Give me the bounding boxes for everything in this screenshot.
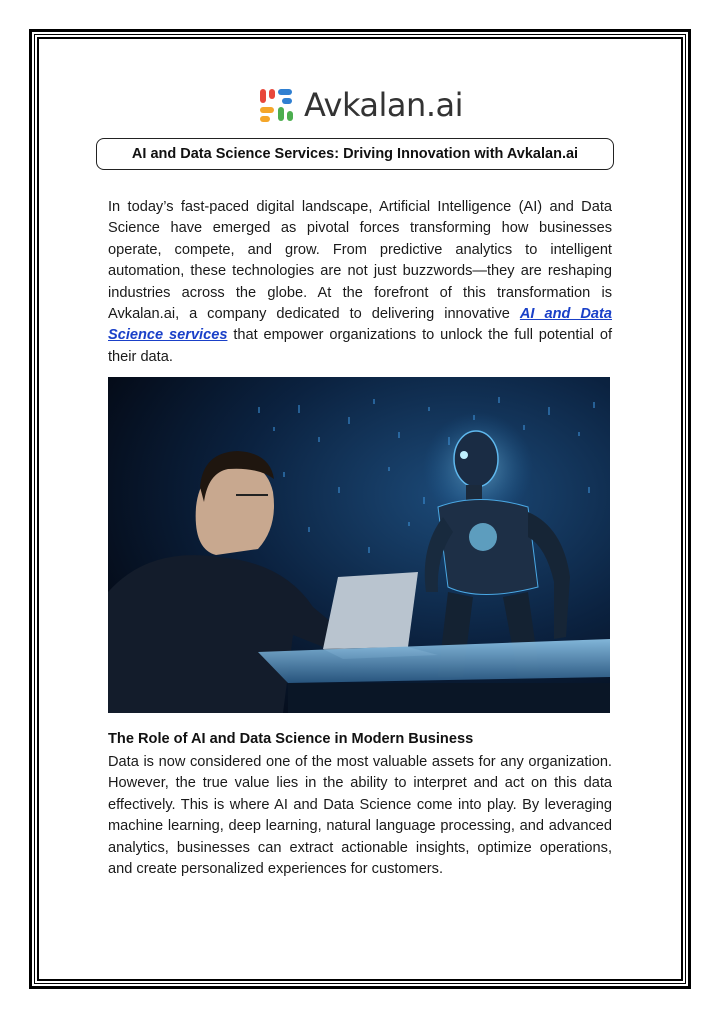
brand-name: Avkalan.ai (304, 86, 463, 124)
brand-logo (258, 84, 463, 126)
ai-data-science-services-link[interactable]: AI and Data Science services (108, 306, 613, 344)
intro-paragraph (108, 197, 612, 368)
hero-image (108, 377, 610, 713)
intro-text-after-link: that empower organizations to unlock the full potential of their data. (108, 327, 613, 365)
avkalan-logo-icon (258, 87, 294, 123)
page-title (96, 138, 614, 170)
section-body: Data is now considered one of the most valuable assets for any organization. However, the true value lies in the ability to interpret and act on this data effectively. This is where AI and Data Science come into play. By leveraging machine learning, deep learning, natural language processing, and advanced analytics, businesses can extract actionable insights, optimize operations, and create personalized experiences for customers. (108, 754, 612, 878)
intro-text-before-link: In today’s fast-paced digital landscape, Artificial Intelligence (AI) and Data Science have emerged as pivotal forces transforming how businesses operate, compete, and grow. From predictive analytics to intelligent automation, these technologies are not just buzzwords—they are reshaping industries across the globe. At the forefront of this transformation is Avkalan.ai, a company dedicated to delivering innovative (108, 199, 612, 323)
section-heading: The Role of AI and Data Science in Modern Business (108, 731, 474, 747)
man-laptop-robot-illustration (108, 377, 610, 713)
page-title-text: AI and Data Science Services: Driving Innovation with Avkalan.ai (131, 146, 579, 162)
